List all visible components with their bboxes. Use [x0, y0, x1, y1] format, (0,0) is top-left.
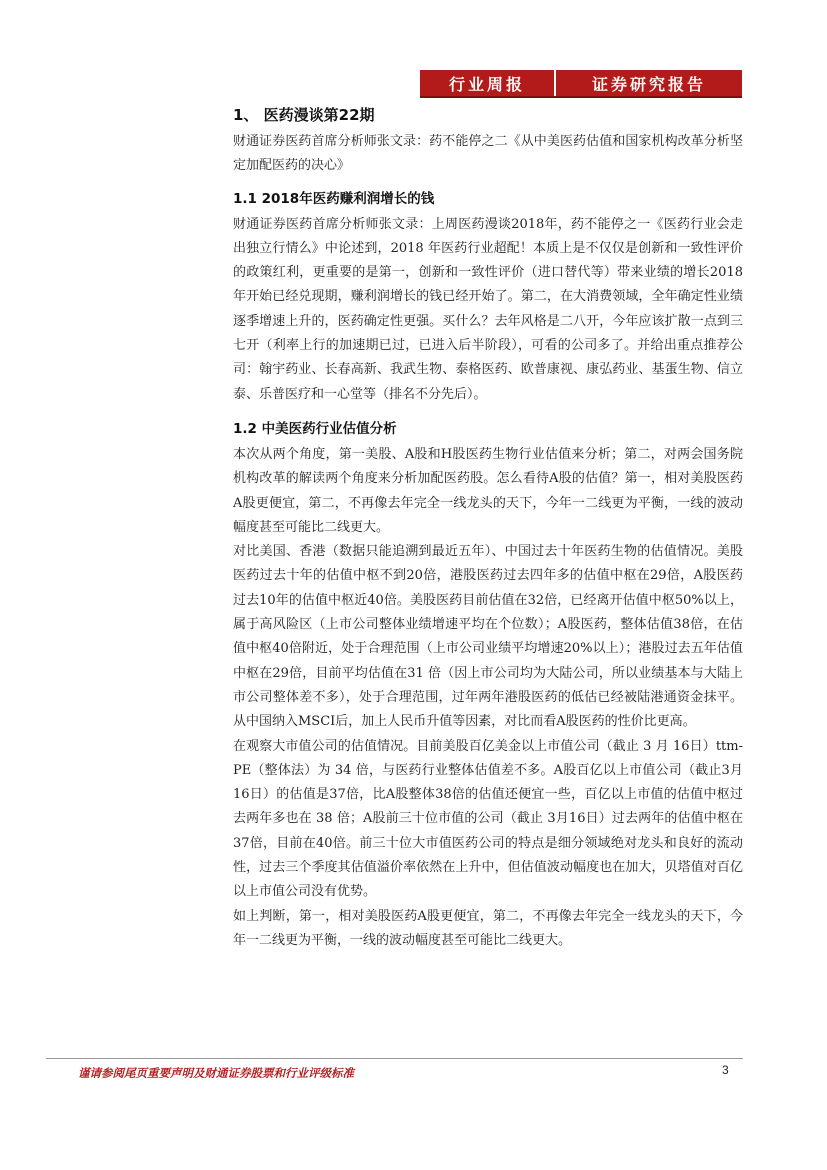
main-content	[233, 98, 743, 953]
report-header	[420, 70, 742, 96]
subsection-title-1-1: 1.1 2018年医药赚利润增长的钱	[233, 190, 435, 207]
footer-divider	[46, 1058, 743, 1059]
paragraph: 在观察大市值公司的估值情况。目前美股百亿美金以上市值公司（截止 3 月 16日）ttm-PE（整体法）为 34 倍，与医药行业整体估值差不多。A股百亿以上市值公司（截止3月16日）的估值是37倍，比A股整体38倍的估值还便宜一些，百亿以上市值的估值中枢过去两年多也在 38 倍；A股前三十位市值的公司（截止 3月16日）过去两年的估值中枢在37倍，目前在40倍。前三十位大市值医药公司的特点是细分领域绝对龙头和良好的流动性，过去三个季度其估值溢价率依然在上升中，但估值波动幅度也在加大，贝塔值对百亿以上市值公司没有优势。	[233, 738, 743, 900]
subsection-title-1-2: 1.2 中美医药行业估值分析	[233, 420, 397, 437]
page-number: 3	[722, 1063, 729, 1077]
footer-disclaimer: 谨请参阅尾页重要声明及财通证券股票和行业评级标准	[78, 1066, 354, 1080]
paragraph: 财通证券医药首席分析师张文录：上周医药漫谈2018年，药不能停之一《医药行业会走出独立行情么》中论述到，2018 年医药行业超配！本质上是不仅仅是创新和一致性评价的政策红利，更重要的是第一，创新和一致性评价（进口替代等）带来业绩的增长2018年开始已经兑现期，赚利润增长的钱已经开始了。第二，在大消费领域，全年确定性业绩逐季增速上升的，医药确定性更强。买什么？去年风格是二八开，今年应该扩散一点到三七开（利率上行的加速期已过，已进入后半阶段），可看的公司多了。并给出重点推荐公司：翰宇药业、长春高新、我武生物、泰格医药、欧普康视、康弘药业、基蛋生物、信立泰、乐普医疗和一心堂等（排名不分先后）。	[233, 216, 743, 402]
paragraph: 如上判断，第一，相对美股医药A股更便宜，第二，不再像去年完全一线龙头的天下，今年一二线更为平衡，一线的波动幅度甚至可能比二线更大。	[233, 908, 743, 948]
paragraph: 本次从两个角度，第一美股、A股和H股医药生物行业估值来分析；第二，对两会国务院机构改革的解读两个角度来分析加配医药股。怎么看待A股的估值？第一，相对美股医药A股更便宜，第二，不再像去年完全一线龙头的天下，今年一二线更为平衡，一线的波动幅度甚至可能比二线更大。	[233, 446, 743, 535]
report-type-label: 行业周报	[420, 70, 554, 96]
section-intro: 财通证券医药首席分析师张文录：药不能停之二《从中美医药估值和国家机构改革分析坚定加配医药的决心》	[233, 134, 743, 174]
paragraph: 对比美国、香港（数据只能追溯到最近五年）、中国过去十年医药生物的估值情况。美股医药过去十年的估值中枢不到20倍，港股医药过去四年多的估值中枢在29倍，A股医药过去10年的估值中枢近40倍。美股医药目前估值在32倍，已经离开估值中枢50%以上，属于高风险区（上市公司整体业绩增速平均在个位数）；A股医药，整体估值38倍，在估值中枢40倍附近，处于合理范围（上市公司业绩平均增速20%以上）；港股过去五年估值中枢在29倍，目前平均估值在31 倍（因上市公司均为大陆公司，所以业绩基本与大陆上市公司整体差不多），处于合理范围，过年两年港股医药的低估已经被陆港通资金抹平。从中国纳入MSCI后，加上人民币升值等因素，对比而看A股医药的性价比更高。	[233, 544, 743, 730]
report-category-label: 证券研究报告	[556, 70, 742, 96]
section-title: 1、 医药漫谈第22期	[233, 106, 375, 124]
